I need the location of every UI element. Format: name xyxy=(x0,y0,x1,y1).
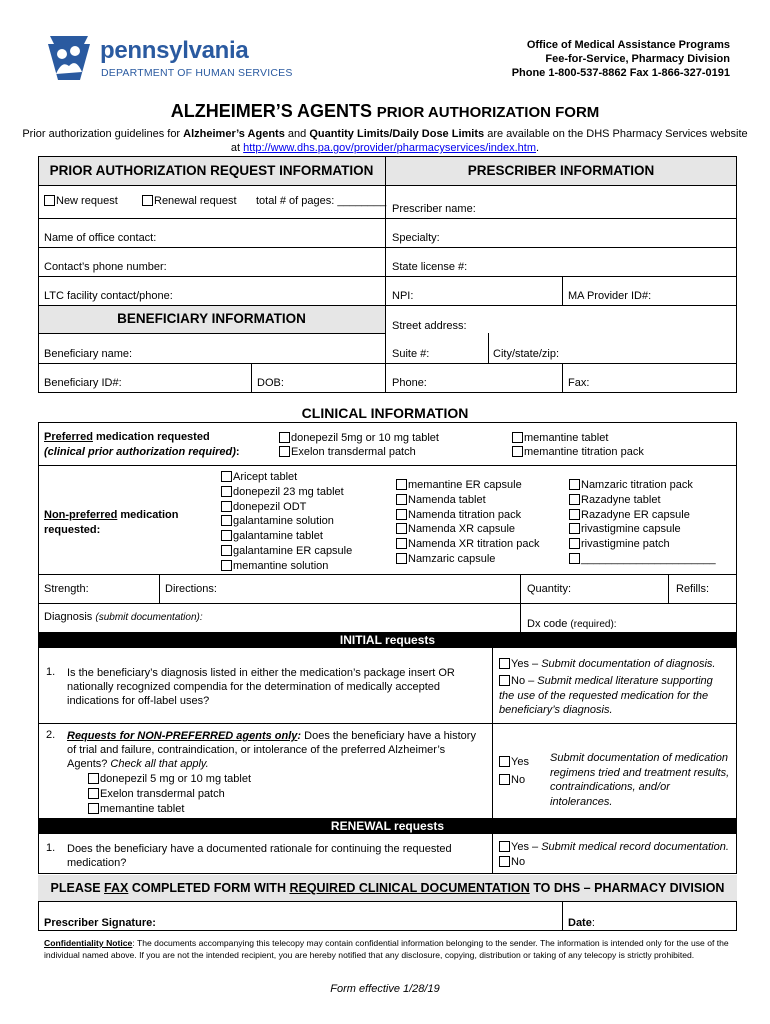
initial-q1-no-note: Submit medical literature supporting the use of the requested medication for the beneficiary’s diagnosis. xyxy=(499,675,713,716)
office-info xyxy=(512,38,730,80)
initial-q2-body: Does the beneficiary have a history of trial and failure, contraindication, or intolerance of the preferred Alzheimer’s Agents? xyxy=(67,730,476,770)
intro-p5: . xyxy=(536,142,540,154)
nonpreferred-rest: medication xyxy=(117,509,179,521)
ltc-contact-field[interactable]: LTC facility contact/phone: xyxy=(44,290,173,302)
fax-p3: TO DHS – PHARMACY DIVISION xyxy=(529,881,725,895)
title-bold: ALZHEIMER’S AGENTS xyxy=(170,101,373,121)
state-license-field[interactable]: State license #: xyxy=(392,261,468,273)
fax-p1: PLEASE xyxy=(50,881,105,895)
preferred-option[interactable] xyxy=(279,445,439,459)
nonpreferred-option[interactable] xyxy=(221,559,352,574)
initial-q1-text: Is the beneficiary’s diagnosis listed in either the medication’s package insert OR nationally recognized compendia for the determination of medically accepted indications for off-label uses? xyxy=(67,667,455,707)
preferred-rest: medication requested xyxy=(92,431,210,443)
office-phone: Phone 1-800-537-8862 Fax 1-866-327-0191 xyxy=(511,67,730,79)
nonpreferred-option-label: Namzaric capsule xyxy=(408,552,496,565)
nonpreferred-option[interactable] xyxy=(221,514,352,529)
preferred-option[interactable] xyxy=(279,431,439,445)
nonpreferred-option[interactable] xyxy=(396,508,539,523)
nonpreferred-option-label: donepezil ODT xyxy=(233,500,307,513)
request-header: PRIOR AUTHORIZATION REQUEST INFORMATION xyxy=(49,163,374,178)
renewal-q1-number: 1. xyxy=(46,842,56,854)
nonpreferred-other-line: ______________________ xyxy=(581,552,716,565)
preferred-word: Preferred xyxy=(44,431,93,443)
nonpreferred-option-label: donepezil 23 mg tablet xyxy=(233,485,344,498)
nonpreferred-option[interactable] xyxy=(569,537,716,552)
initial-q2-bold: Requests for NON-PREFERRED agents only xyxy=(67,730,298,742)
nonpreferred-option[interactable] xyxy=(396,552,539,567)
dhs-logo xyxy=(44,34,293,84)
clinical-header: CLINICAL INFORMATION xyxy=(301,405,469,421)
dob-field[interactable]: DOB: xyxy=(257,377,284,389)
q2-option-label: donepezil 5 mg or 10 mg tablet xyxy=(100,773,252,785)
q2-option-label: memantine tablet xyxy=(100,803,185,815)
nonpreferred-label xyxy=(44,508,178,538)
initial-q2-note: Submit documentation of medication regimens tried and treatment results, contraindications, and/or intolerances. xyxy=(550,752,730,808)
nonpreferred-other-option[interactable] xyxy=(569,552,716,567)
nonpreferred-option[interactable] xyxy=(569,522,716,537)
nonpreferred-col1 xyxy=(221,470,352,574)
preferred-label xyxy=(44,430,240,460)
prescriber-header: PRESCRIBER INFORMATION xyxy=(467,163,655,178)
beneficiary-name-field[interactable]: Beneficiary name: xyxy=(44,348,133,360)
nonpreferred-option-label: Namenda tablet xyxy=(408,493,486,506)
renewal-q1-text: Does the beneficiary have a documented rationale for continuing the requested medication? xyxy=(67,843,452,869)
nonpreferred-option[interactable] xyxy=(396,537,539,552)
renewal-request-checkbox[interactable] xyxy=(142,195,237,208)
q2-option[interactable] xyxy=(88,802,251,817)
nonpreferred-option-label: memantine solution xyxy=(233,559,329,572)
renewal-yes-label: Yes – xyxy=(511,841,542,853)
confidentiality-notice xyxy=(44,937,734,961)
initial-q1-yes-note: Submit documentation of diagnosis. xyxy=(541,658,716,670)
diagnosis-label: Diagnosis xyxy=(44,611,96,623)
form-title xyxy=(0,101,770,122)
fax-banner xyxy=(38,881,737,895)
city-state-zip-field[interactable]: City/state/zip: xyxy=(493,348,560,360)
contact-phone-field[interactable]: Contact’s phone number: xyxy=(44,261,167,273)
diagnosis-sub: (submit documentation): xyxy=(95,612,203,623)
strength-field[interactable]: Strength: xyxy=(44,583,89,595)
date-colon: : xyxy=(591,917,595,929)
specialty-field[interactable]: Specialty: xyxy=(392,232,440,244)
initial-q2-colon: : xyxy=(297,730,302,742)
initial-q2-yes-label: Yes xyxy=(511,756,529,768)
nonpreferred-option-label: Namzaric titration pack xyxy=(581,479,693,491)
intro-p2: and xyxy=(284,128,310,140)
nonpreferred-option[interactable] xyxy=(396,478,539,493)
prescriber-phone-field[interactable]: Phone: xyxy=(392,377,427,389)
preferred-option-label: memantine tablet xyxy=(524,432,609,444)
intro-b1: Alzheimer’s Agents xyxy=(183,128,285,140)
division-name: Fee-for-Service, Pharmacy Division xyxy=(545,53,730,65)
date-field[interactable] xyxy=(568,917,595,930)
initial-q1-yes[interactable] xyxy=(499,657,731,671)
office-name: Office of Medical Assistance Programs xyxy=(526,39,730,51)
renewal-no[interactable] xyxy=(499,856,525,869)
preferred-sub: (clinical prior authorization required) xyxy=(44,446,236,458)
initial-q1-no[interactable] xyxy=(499,674,731,718)
renewal-no-label: No xyxy=(511,856,526,868)
intro-p1: Prior authorization guidelines for xyxy=(22,128,184,140)
initial-q1-no-label: No – xyxy=(511,675,538,687)
nonpreferred-col3 xyxy=(569,478,716,567)
nonpreferred-option[interactable] xyxy=(221,470,352,485)
q2-option-label: Exelon transdermal patch xyxy=(100,788,225,800)
nonpreferred-option-label: Namenda XR titration pack xyxy=(408,538,540,551)
nonpreferred-option[interactable] xyxy=(569,493,716,508)
nonpreferred-option-label: rivastigmine patch xyxy=(581,538,670,551)
nonpreferred-option[interactable] xyxy=(221,529,352,544)
fax-u1: FAX xyxy=(104,881,129,895)
keystone-icon xyxy=(44,34,94,82)
logo-wordmark: pennsylvania xyxy=(100,37,249,64)
intro-p3: are available on the DHS Pharmacy Services website xyxy=(484,128,748,140)
nonpreferred-option[interactable] xyxy=(396,522,539,537)
beneficiary-id-field[interactable]: Beneficiary ID#: xyxy=(44,377,122,389)
nonpreferred-col2 xyxy=(396,478,539,567)
preferred-option-label: memantine titration pack xyxy=(524,446,644,458)
nonpreferred-option-label: galantamine ER capsule xyxy=(233,544,353,557)
preferred-option-label: Exelon transdermal patch xyxy=(291,446,416,458)
fax-u2: REQUIRED CLINICAL DOCUMENTATION xyxy=(289,881,530,895)
nonpreferred-option-label: Razadyne tablet xyxy=(581,493,661,506)
fax-p2: COMPLETED FORM WITH xyxy=(128,881,290,895)
nonpreferred-option-label: memantine ER capsule xyxy=(408,479,522,491)
nonpreferred-option-label: Razadyne ER capsule xyxy=(581,508,690,521)
form-effective-date: Form effective 1/28/19 xyxy=(330,983,440,995)
nonpreferred-option[interactable] xyxy=(396,493,539,508)
confidentiality-text: : The documents accompanying this telecopy may contain confidential information belonging to the sender. The information is intended only for the use of the individual named above. If you are not the intended recipient, you are hereby notified that any disclosure, copying, distribution or taking of any telecopy is strictly prohibited. xyxy=(44,938,729,960)
nonpreferred-word: Non-preferred xyxy=(44,509,118,521)
total-pages-field[interactable]: total # of pages: ________ xyxy=(256,195,387,207)
initial-q2-no[interactable] xyxy=(499,774,525,787)
nonpreferred-option[interactable] xyxy=(221,485,352,500)
date-label: Date xyxy=(568,917,592,929)
initial-q1-number: 1. xyxy=(46,666,56,678)
preferred-col2 xyxy=(512,431,644,459)
dhs-website-link[interactable]: http://www.dhs.pa.gov/provider/pharmacyservices/index.htm xyxy=(243,142,537,154)
new-request-checkbox[interactable] xyxy=(44,195,118,208)
q2-option[interactable] xyxy=(88,787,251,802)
new-request-label: New request xyxy=(56,195,118,207)
beneficiary-header: BENEFICIARY INFORMATION xyxy=(117,311,306,326)
initial-q2-yes[interactable] xyxy=(499,756,529,769)
nonpreferred-option[interactable] xyxy=(569,508,716,523)
renewal-yes-note: Submit medical record documentation. xyxy=(541,841,729,853)
initial-q2-options xyxy=(88,772,251,817)
directions-field[interactable]: Directions: xyxy=(165,583,217,595)
preferred-option-label: donepezil 5mg or 10 mg tablet xyxy=(291,432,439,444)
title-rest: PRIOR AUTHORIZATION FORM xyxy=(376,104,600,121)
initial-q2-number: 2. xyxy=(46,729,56,741)
suite-field[interactable]: Suite #: xyxy=(392,348,430,360)
nonpreferred-option-label: galantamine tablet xyxy=(233,530,323,543)
intro-p4: at xyxy=(230,142,244,154)
nonpreferred-option[interactable] xyxy=(221,544,352,559)
q2-option[interactable] xyxy=(88,772,251,787)
intro-text xyxy=(20,127,750,155)
nonpreferred-option[interactable] xyxy=(221,500,352,515)
street-address-field[interactable]: Street address: xyxy=(392,320,467,332)
nonpreferred-label-2: requested: xyxy=(44,524,101,536)
initial-q1-yes-label: Yes – xyxy=(511,658,542,670)
renewal-requests-header: RENEWAL requests xyxy=(38,818,737,834)
renewal-yes[interactable] xyxy=(499,841,729,854)
dx-code-label: Dx code xyxy=(527,618,571,630)
dx-code-field[interactable] xyxy=(527,618,617,631)
initial-q2-ital: Check all that apply. xyxy=(110,758,209,770)
npi-field[interactable]: NPI: xyxy=(392,290,414,302)
intro-b2: Quantity Limits/Daily Dose Limits xyxy=(309,128,485,140)
dx-code-sub: (required): xyxy=(570,619,617,630)
quantity-field[interactable]: Quantity: xyxy=(527,583,572,595)
office-contact-field[interactable]: Name of office contact: xyxy=(44,232,157,244)
prescriber-name-field[interactable]: Prescriber name: xyxy=(392,203,476,215)
nonpreferred-option-label: Namenda titration pack xyxy=(408,508,522,521)
nonpreferred-option-label: Aricept tablet xyxy=(233,471,298,483)
prescriber-signature-field[interactable]: Prescriber Signature: xyxy=(44,917,156,929)
preferred-option[interactable] xyxy=(512,445,644,459)
nonpreferred-option-label: rivastigmine capsule xyxy=(581,523,681,536)
diagnosis-field[interactable] xyxy=(44,611,203,624)
logo-department: DEPARTMENT OF HUMAN SERVICES xyxy=(101,67,293,79)
nonpreferred-option-label: galantamine solution xyxy=(233,515,334,528)
preferred-col1 xyxy=(279,431,439,459)
initial-requests-header: INITIAL requests xyxy=(38,632,737,648)
initial-q2-text xyxy=(67,729,482,771)
renewal-request-label: Renewal request xyxy=(154,195,237,207)
preferred-option[interactable] xyxy=(512,431,644,445)
nonpreferred-option-label: Namenda XR capsule xyxy=(408,523,516,536)
initial-q2-no-label: No xyxy=(511,774,526,786)
confidentiality-label: Confidentiality Notice xyxy=(44,938,133,948)
preferred-sub-colon: : xyxy=(235,446,240,458)
prescriber-fax-field[interactable]: Fax: xyxy=(568,377,590,389)
refills-field[interactable]: Refills: xyxy=(676,583,710,595)
ma-provider-id-field[interactable]: MA Provider ID#: xyxy=(568,290,652,302)
nonpreferred-option[interactable] xyxy=(569,478,716,493)
